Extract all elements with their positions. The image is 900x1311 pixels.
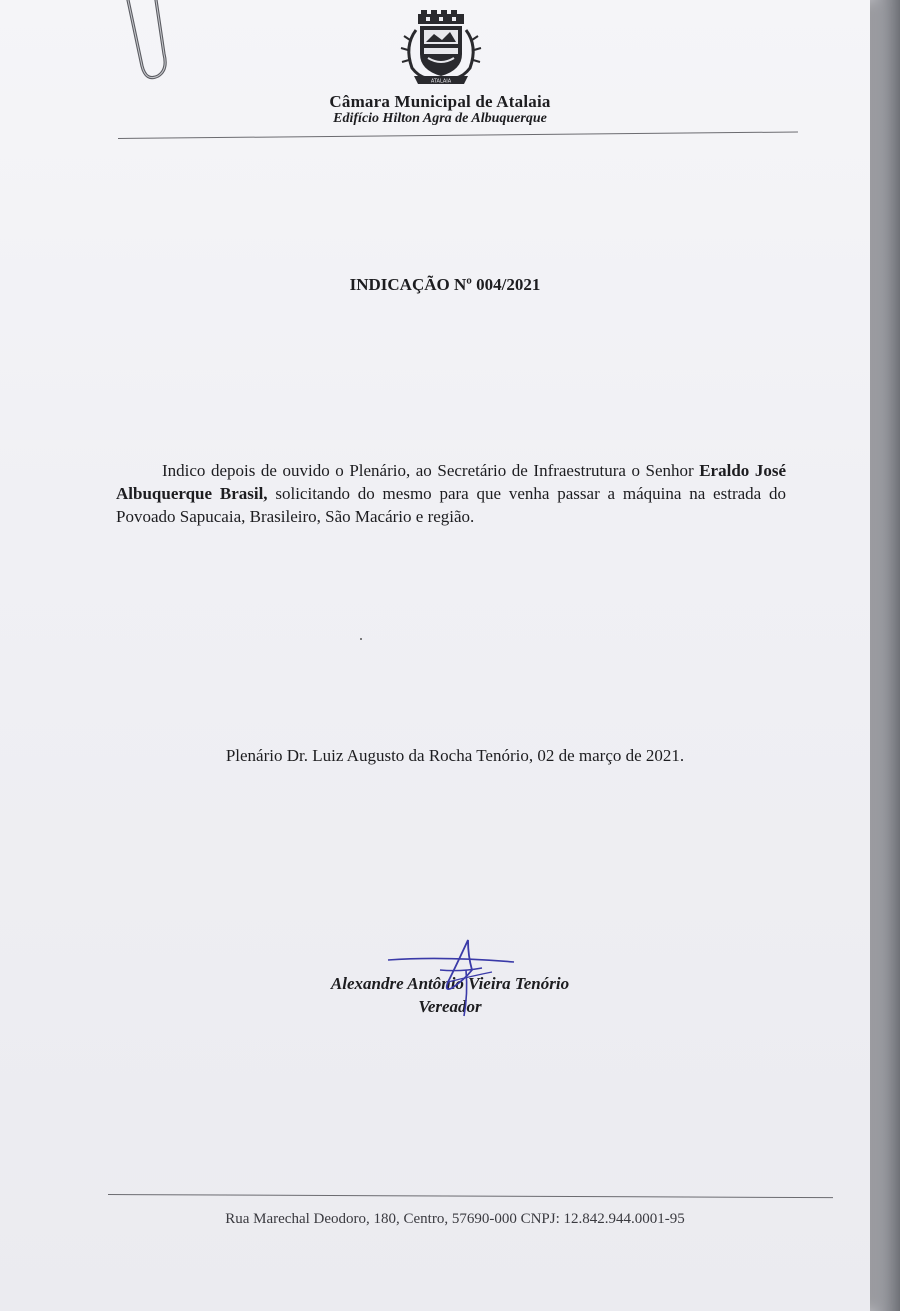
body-request: solicitando do mesmo para que venha passar a máquina na estrada do Povoado Sapucaia, Brasileiro, São Macário e região. <box>116 484 786 526</box>
signer-role: Vereador <box>418 997 482 1016</box>
body-recipient-name: Eraldo José Albuquerque Brasil, <box>116 461 786 503</box>
paperclip-icon <box>118 0 178 90</box>
paper-speck <box>360 638 362 640</box>
footer-divider <box>108 1194 833 1198</box>
municipal-coat-of-arms-icon <box>396 10 486 88</box>
body-intro: Indico depois de ouvido o Plenário, ao Secretário de Infraestrutura o Senhor <box>162 461 700 480</box>
institution-name: Câmara Municipal de Atalaia <box>329 92 551 111</box>
footer-address: Rua Marechal Deodoro, 180, Centro, 57690-000 CNPJ: 12.842.944.0001-95 <box>225 1211 685 1227</box>
handwritten-signature-icon <box>382 936 522 1022</box>
date-line: Plenário Dr. Luiz Augusto da Rocha Tenório, 02 de março de 2021. <box>225 746 685 765</box>
svg-text:ATALAIA: ATALAIA <box>430 78 452 85</box>
document-body <box>116 459 786 528</box>
building-name: Edifício Hilton Agra de Albuquerque <box>333 111 547 126</box>
document-title: INDICAÇÃO Nº 004/2021 <box>349 275 541 294</box>
signer-name: Alexandre Antônio Vieira Tenório <box>330 974 570 993</box>
header-divider <box>118 131 798 139</box>
